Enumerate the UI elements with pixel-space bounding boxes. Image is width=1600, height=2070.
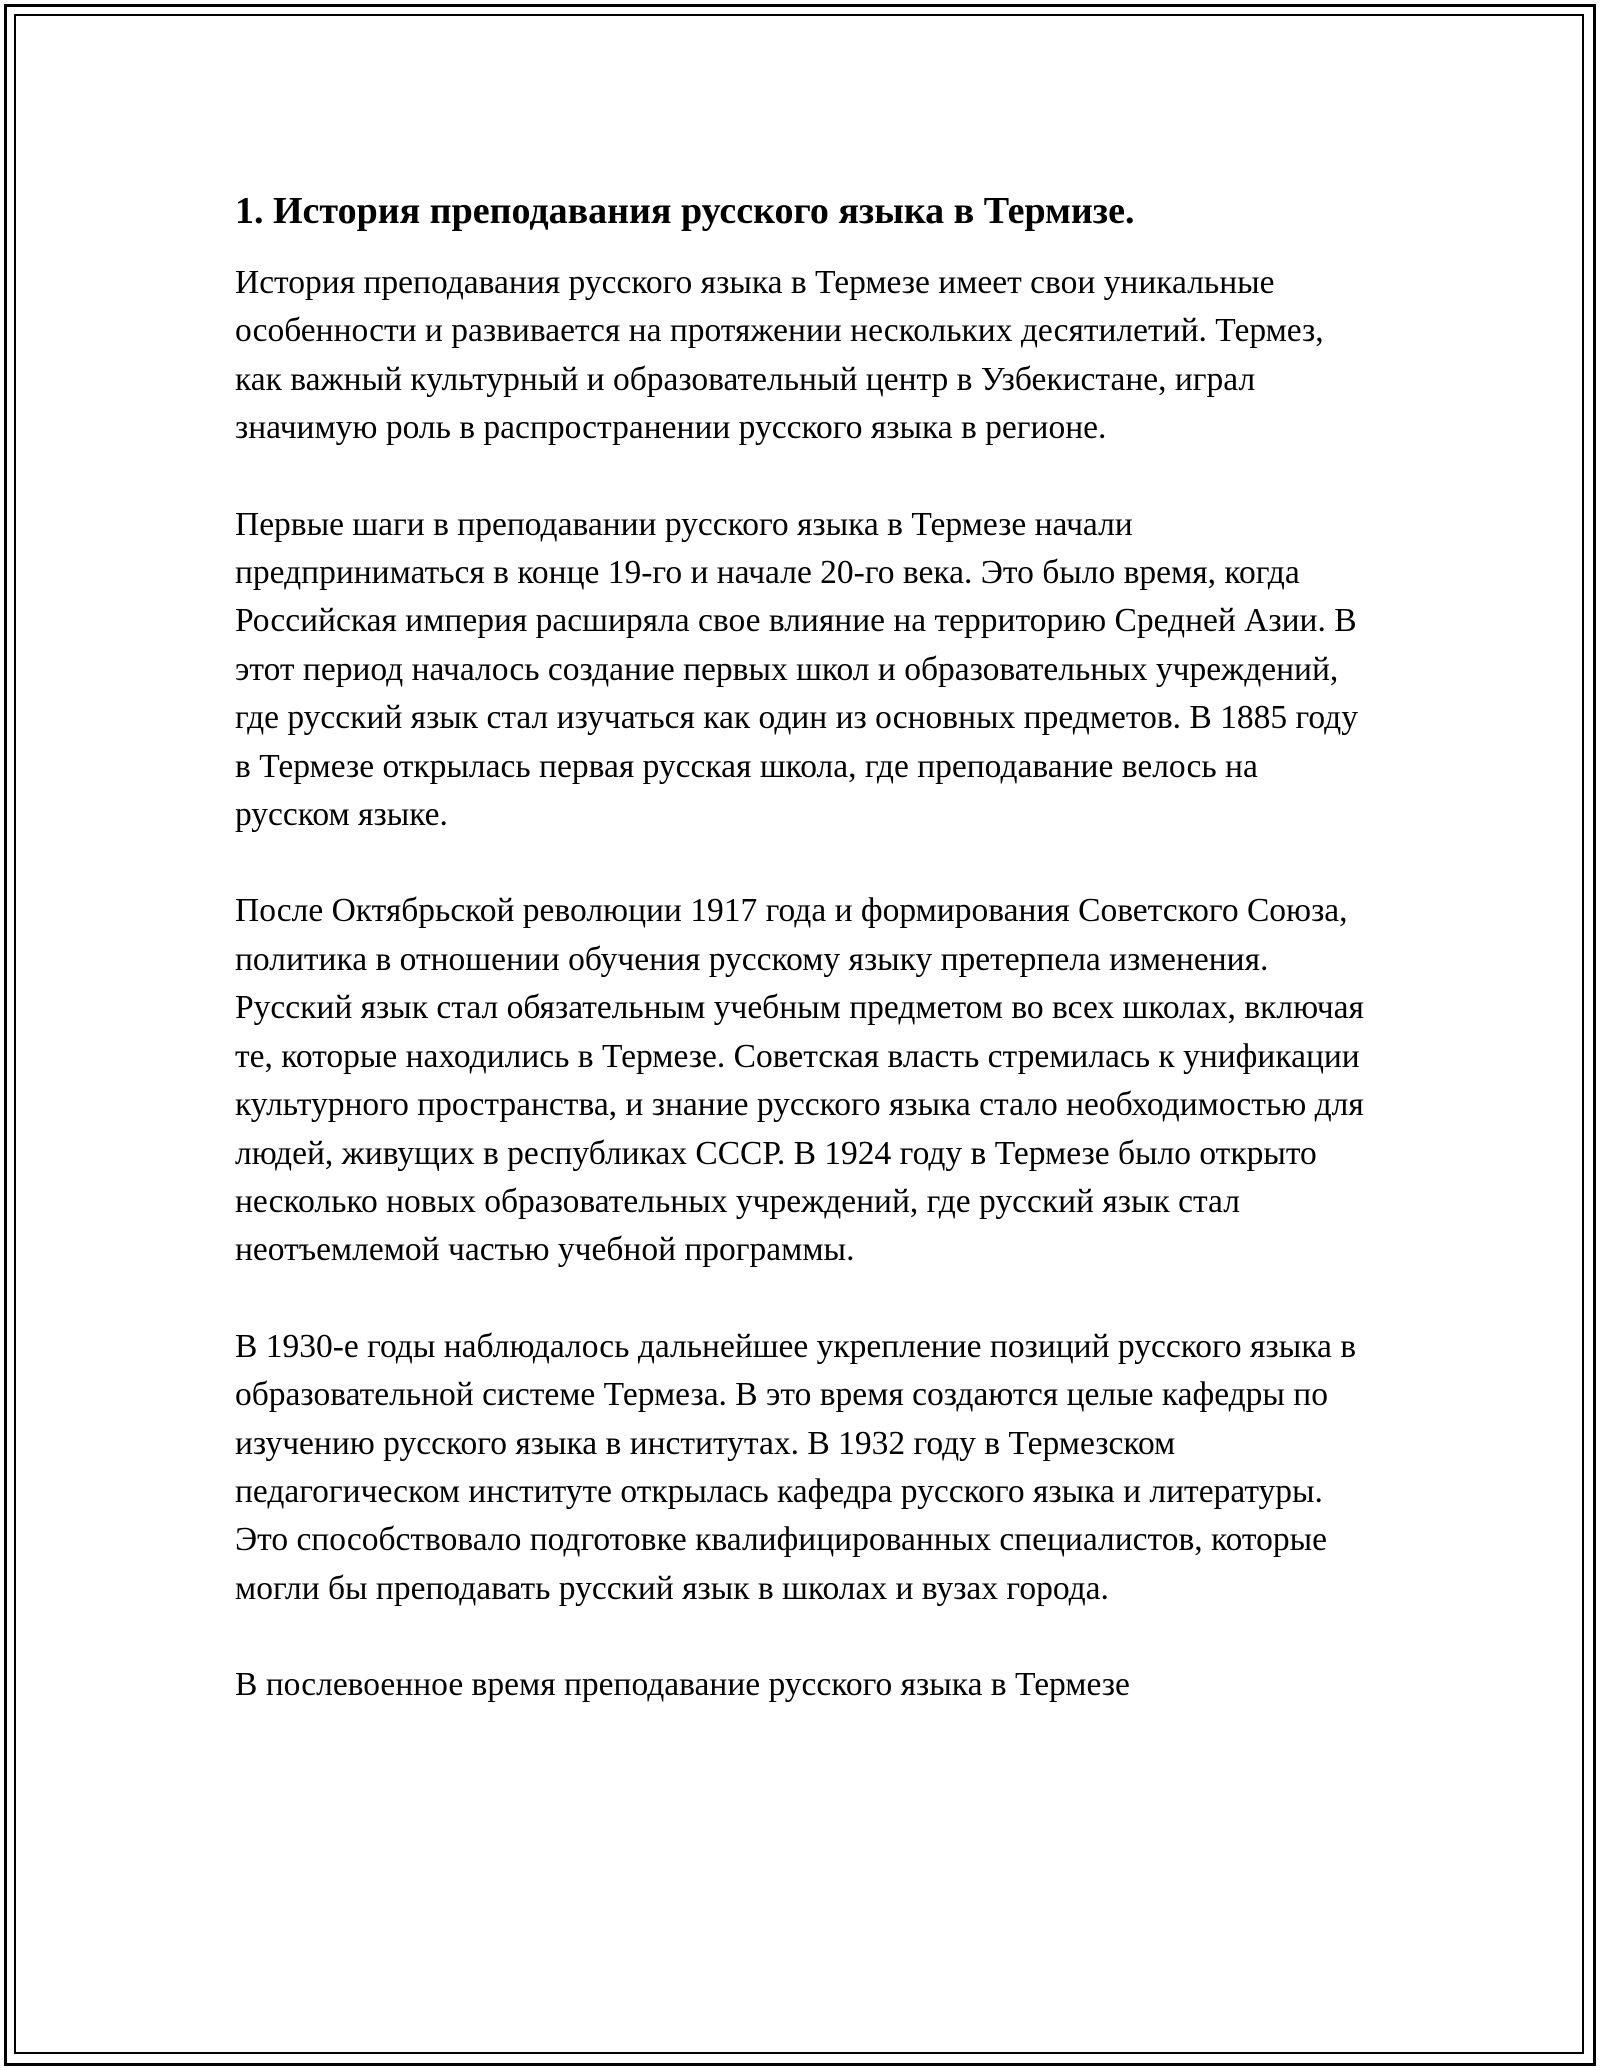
document-body bbox=[235, 187, 1370, 1758]
paragraph-postwar: В послевоенное время преподавание русского языка в Термезе bbox=[235, 1666, 1130, 1704]
paragraph-soviet-period: После Октябрьской революции 1917 года и формирования Советского Союза, политика в отношении обучения русскому языку претерпела изменения. Русский язык стал обязательным учебным предметом во всех школах, включая те, которые находились в Термезе. Советская власть стремилась к унификации культурного пространства, и знание русского языка стало необходимостью для людей, живущих в республиках СССР. В 1924 году в Термезе было открыто несколько новых образовательных учреждений, где русский язык стал неотъемлемой частью учебной программы. bbox=[235, 892, 1364, 1269]
paragraph-first-steps: Первые шаги в преподавании русского языка в Термезе начали предприниматься в конце 19-го и начале 20-го века. Это было время, когда Российская империя расширяла свое влияние на территорию Средней Азии. В этот период началось создание первых школ и образовательных учреждений, где русский язык стал изучаться как один из основных предметов. В 1885 году в Термезе открылась первая русская школа, где преподавание велось на русском языке. bbox=[235, 505, 1358, 834]
paragraph-1930s: В 1930-е годы наблюдалось дальнейшее укрепление позиций русского языка в образовательной системе Термеза. В это время создаются целые кафедры по изучению русского языка в институтах. В 1932 году в Термезском педагогическом институте открылась кафедра русского языка и литературы. Это способствовало подготовке квалифицированных специалистов, которые могли бы преподавать русский язык в школах и вузах города. bbox=[235, 1327, 1357, 1607]
section-heading: 1. История преподавания русского языка в Термизе. bbox=[235, 190, 1135, 232]
paragraph-intro: История преподавания русского языка в Термезе имеет свои уникальные особенности и развивается на протяжении нескольких десятилетий. Термез, как важный культурный и образовательный центр в Узбекистане, играл значимую роль в распространении русского языка в регионе. bbox=[235, 264, 1324, 447]
